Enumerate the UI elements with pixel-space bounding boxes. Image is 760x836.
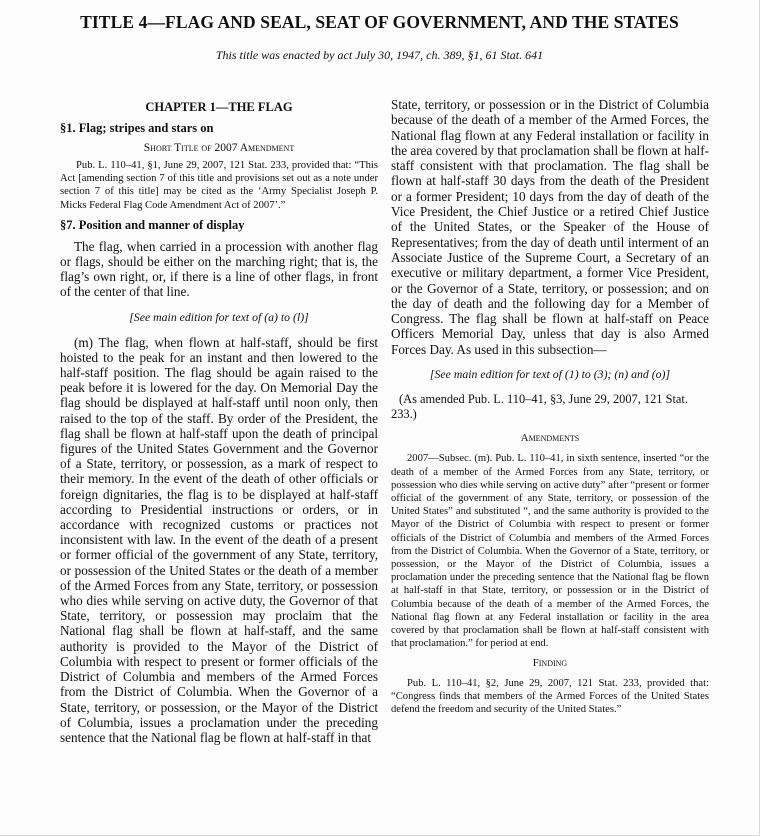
short-title-note: Pub. L. 110–41, §1, June 29, 2007, 121 Stat. 233, provided that: “This Act [amending section 7 of this title and provisions set out as a note under section 7 of this title] may be cited as the ‘Army Specialist Joseph P. Micks Federal Flag Code Amendment Act of 2007’.” <box>60 160 378 211</box>
subsection-m-continued: State, territory, or possession or in the District of Columbia because of the death of a member of the Armed Forces, the National flag flown at any Federal installation or facility in the area covered by that proclamation shall be flown at half-staff consistent with that proclamation. The flag shall be flown at half-staff 30 days from the death of the President or a former President; 10 days from the day of death of the Vice President, the Chief Justice or a retired Chief Justice of the United States, or the Speaker of the House of Representatives; from the day of death until interment of an Associate Justice of the Supreme Court, a Secretary of an executive or military department, a former Vice President, or the Governor of a State, territory, or possession; and on the day of death and the following day for a Member of Congress. The flag shall be flown at half-staff on Peace Officers Memorial Day, unless that day is also Armed Forces Day. As used in this subsection— <box>391 97 709 357</box>
see-main-edition-1-3: [See main edition for text of (1) to (3); (n) and (o)] <box>429 367 671 382</box>
left-column <box>60 96 378 745</box>
right-column <box>391 97 709 722</box>
enactment-note: This title was enacted by act July 30, 1947, ch. 389, §1, 61 Stat. 641 <box>215 48 544 62</box>
section-1-heading: §1. Flag; stripes and stars on <box>60 121 214 135</box>
subsection-m-paragraph: (m) The flag, when flown at half-staff, should be first hoisted to the peak for an instant and then lowered to the half-staff position. The flag should be again raised to the peak before it is lowered for the day. On Memorial Day the flag should be displayed at half-staff until noon only, then raised to the top of the staff. By order of the President, the flag shall be flown at half-staff upon the death of principal figures of the United States Government and the Governor of a State, territory, or possession, as a mark of respect to their memory. In the event of the death of other officials or foreign dignitaries, the flag is to be displayed at half-staff according to Presidential instructions or orders, or in accordance with recognized customs or practices not inconsistent with law. In the event of the death of a present or former official of the government of any State, territory, or possession of the United States or the death of a member of the Armed Forces from any State, territory, or possession who dies while serving on active duty, the Governor of that State, territory, or possession may proclaim that the National flag shall be flown at half-staff, and the same authority is provided to the Mayor of the District of Columbia with respect to present or former officials of the District of Columbia and members of the Armed Forces from the District of Columbia. When the Governor of a State, territory, or possession, or the Mayor of the District of Columbia, issues a proclamation under the preceding sentence that the National flag be flown at half-staff in that <box>60 334 378 745</box>
section-7-paragraph: The flag, when carried in a procession with another flag or flags, should be either on the marching right; that is, the flag’s own right, or, if there is a line of other flags, in front of the center of that line. <box>60 238 378 300</box>
see-main-edition-a-l: [See main edition for text of (a) to (l)] <box>129 309 309 324</box>
short-title-heading: Short Title of 2007 Amendment <box>143 142 295 154</box>
amendments-note: 2007—Subsec. (m). Pub. L. 110–41, in sixth sentence, inserted “or the death of a member of the Armed Forces from any State, territory, or possession who dies while serving on active duty” after “present or former official of the government of any State, territory, or possession of the United States” and substituted “, and the same authority is provided to the Mayor of the District of Columbia with respect to present or former officials of the District of Columbia and members of the Armed Forces from the District of Columbia. When the Governor of a State, territory, or possession, or the Mayor of the District of Columbia, issues a proclamation under the preceding sentence that the National flag be flown at half-staff in that State, territory, or possession or in the District of Columbia because of the death of a member of the Armed Forces, the National flag flown at any Federal installation or facility in the area covered by that proclamation shall be flown at half-staff consistent with that proclamation.” for period at end. <box>391 453 709 650</box>
page-title: TITLE 4—FLAG AND SEAL, SEAT OF GOVERNMENT, AND THE STATES <box>80 12 679 32</box>
finding-heading: Finding <box>532 656 568 669</box>
amendments-heading: Amendments <box>520 432 580 445</box>
amended-note: (As amended Pub. L. 110–41, §3, June 29, 2007, 121 Stat. 233.) <box>391 392 688 422</box>
finding-note: Pub. L. 110–41, §2, June 29, 2007, 121 Stat. 233, provided that: “Congress finds that members of the Armed Forces of the United States defend the freedom and security of the United States.” <box>391 677 709 715</box>
section-7-heading: §7. Position and manner of display <box>60 217 245 232</box>
chapter-heading: CHAPTER 1—THE FLAG <box>145 100 293 114</box>
